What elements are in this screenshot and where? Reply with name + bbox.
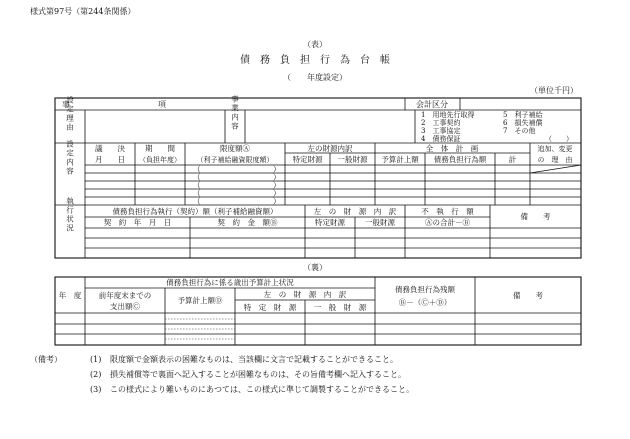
contract-date-header: 契 約 年 月 日 xyxy=(103,218,172,227)
interest-limit-header: （利子補給融資限度額） xyxy=(196,156,274,164)
budget-amount-header: 予算計上額Ⓓ xyxy=(177,296,223,305)
general-funding-header: 一般財源 xyxy=(337,155,368,164)
project-content-label: 事業内容 xyxy=(230,95,240,131)
back-specific-header: 特 定 財 源 xyxy=(243,303,297,312)
execution-amount-header: 債務負担行為執行（契約）額（利子補給融資額） xyxy=(112,207,278,216)
note-text: 損失補償等で裏面へ記入することが困難なものは、その旨備考欄へ記入すること。 xyxy=(110,370,406,379)
type-item: 6 損失補償 xyxy=(503,119,543,127)
back-remarks-header: 備 考 xyxy=(513,291,543,300)
type-item: 3 工事協定 xyxy=(421,127,461,135)
contract-amount-header: 契 約 金 額Ⓑ xyxy=(217,218,278,227)
type-item: 1 用地先行取得 xyxy=(421,111,475,119)
remarks-header: 備 考 xyxy=(520,212,551,221)
resolution-header: 議 決 xyxy=(95,144,125,153)
account-category-label: 会計区分 xyxy=(416,100,448,109)
period-header: 期 間 xyxy=(145,144,175,153)
paren-close: ） xyxy=(273,197,281,206)
execution-funding-header: 左 の 財 源 内 訳 xyxy=(313,207,397,216)
exec-general-header: 一般財源 xyxy=(365,218,395,227)
back-funding-header: 左 の 財 源 内 訳 xyxy=(263,290,347,299)
paren-open: （ xyxy=(193,165,201,174)
paren-open: （ xyxy=(193,189,201,198)
item-label: 事 項 xyxy=(62,100,166,109)
debt-amount-header: 債務負担行為額 xyxy=(433,155,487,164)
note-number: (3) xyxy=(90,385,102,394)
note-number: (1) xyxy=(90,355,102,364)
type-item: 7 その他 xyxy=(503,127,536,135)
paren-open: （ xyxy=(193,181,201,190)
unexecuted-header: 不 執 行 額 xyxy=(421,207,474,216)
year-header: 年 度 xyxy=(58,291,82,300)
exec-specific-header: 特定財源 xyxy=(315,218,345,227)
budget-status-header: 債務負担行為に係る歳出予算計上状況 xyxy=(166,278,294,287)
note-text: この様式により難いものにあつては、この様式に準じて調製することができること。 xyxy=(110,385,414,394)
unit-label: （単位千円） xyxy=(530,86,578,95)
year-setting: （ 年度設定） xyxy=(283,73,347,82)
type-item: 5 利子補給 xyxy=(503,111,543,119)
balance-formula: Ⓑ－（Ⓒ＋Ⓓ） xyxy=(398,298,452,307)
funding-breakdown-header: 左の財源内訳 xyxy=(307,144,353,153)
paren-open: （ xyxy=(193,197,201,206)
overall-plan-header: 全 体 計 画 xyxy=(425,144,479,153)
change-reason-header: 追加、変更 xyxy=(537,145,573,153)
burden-year-header: （負担年度） xyxy=(139,156,181,164)
back-general-header: 一 般 財 源 xyxy=(313,303,367,312)
resolution-date-header: 月 日 xyxy=(95,155,125,164)
type-item: 2 工事契約 xyxy=(421,119,461,127)
budget-header: 予算計上額 xyxy=(381,155,419,164)
form-number: 様式第97号（第244条関係） xyxy=(30,7,136,16)
total-header: 計 xyxy=(508,155,517,164)
prior-spending-header: 前年度末までの xyxy=(98,291,152,300)
change-reason-header-2: の 理 由 xyxy=(537,156,573,164)
paren-close: ） xyxy=(273,181,281,190)
type-item: 4 債務保証 xyxy=(421,135,461,143)
balance-header: 債務負担行為残額 xyxy=(395,285,455,294)
note-number: (2) xyxy=(90,370,102,379)
back-side-label: （裏） xyxy=(303,263,327,272)
paren-open: （ xyxy=(193,173,201,182)
notes-label: （備考） xyxy=(30,355,62,364)
paren-close: ） xyxy=(273,189,281,198)
front-side-label: （表） xyxy=(303,40,327,49)
page-title: 債 務 負 担 行 為 台 帳 xyxy=(240,55,390,66)
paren-close: ） xyxy=(273,165,281,174)
unexecuted-formula: Ⓐの合計－Ⓑ xyxy=(425,218,470,227)
note-text: 限度額で金額表示の困難なものは、当該欄に文言で記載することができること。 xyxy=(110,355,398,364)
specific-funding-header: 特定財源 xyxy=(292,155,323,164)
execution-status-label: 執行状況 xyxy=(65,197,75,233)
setting-content-label: 設定内容 xyxy=(65,140,75,176)
paren-close: ） xyxy=(273,173,281,182)
prior-spending-header-2: 支出額Ⓒ xyxy=(110,302,140,311)
limit-header: 限度額Ⓐ xyxy=(220,144,250,153)
type-item: （ ） xyxy=(545,135,573,143)
setting-reason-label: 設定理由 xyxy=(65,96,75,132)
